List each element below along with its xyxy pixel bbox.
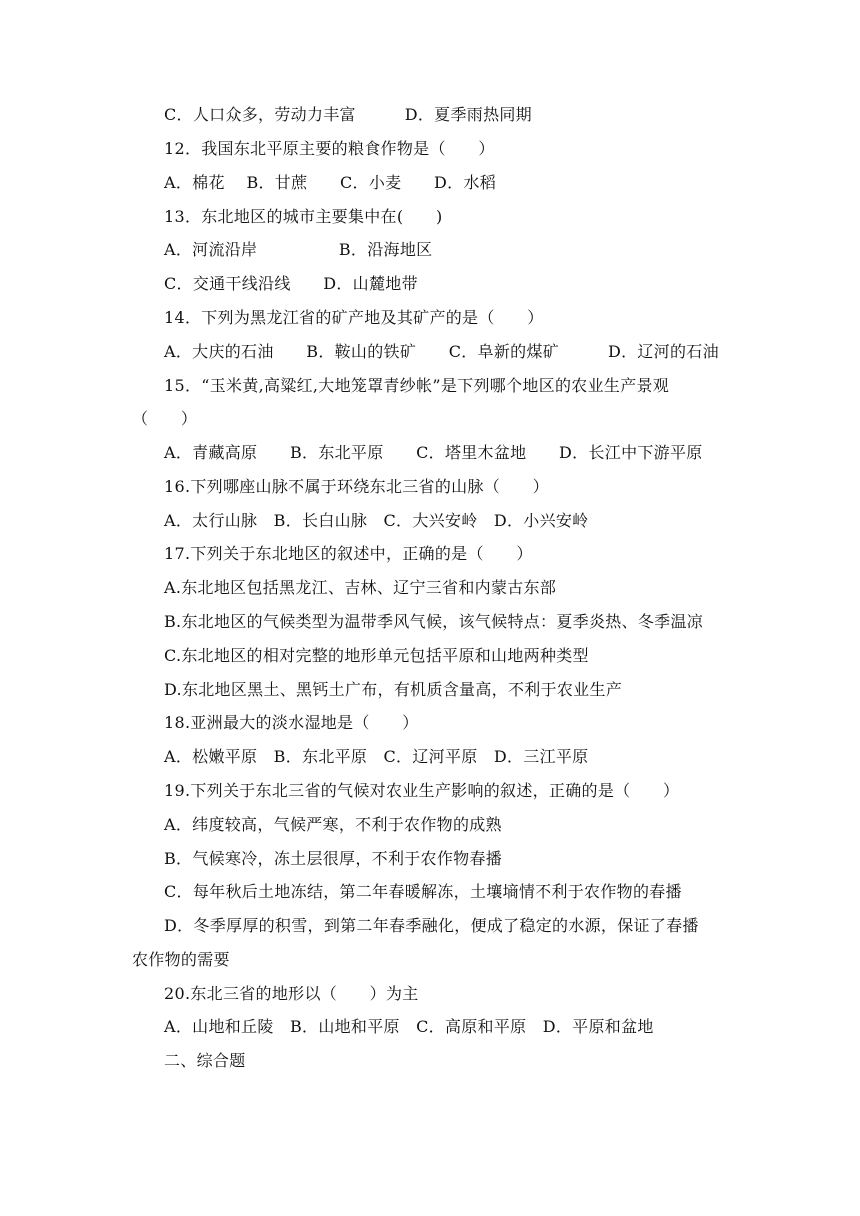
q14-stem: 14．下列为黑龙江省的矿产地及其矿产的是（ ） xyxy=(164,308,544,327)
q15-stem: 15．“玉米黄,高粱红,大地笼罩青纱帐”是下列哪个地区的农业生产景观 xyxy=(164,376,670,395)
q17-option-d: D.东北地区黑土、黑钙土广布，有机质含量高，不利于农业生产 xyxy=(164,680,623,699)
q19-option-b: B．气候寒冷，冻土层很厚，不利于农作物春播 xyxy=(164,849,503,868)
q19-option-c: C．每年秋后土地冻结，第二年春暖解冻，土壤墒情不利于农作物的春播 xyxy=(164,882,682,901)
q19-option-a: A．纬度较高，气候严寒，不利于农作物的成熟 xyxy=(164,815,502,834)
q14-options: A．大庆的石油 B．鞍山的铁矿 C．阜新的煤矿 D．辽河的石油 xyxy=(164,342,719,361)
q16-stem: 16.下列哪座山脉不属于环绕东北三省的山脉（ ） xyxy=(164,477,549,496)
q19-option-d-continued: 农作物的需要 xyxy=(132,950,230,969)
q17-stem: 17.下列关于东北地区的叙述中，正确的是（ ） xyxy=(164,544,533,563)
section-heading-comprehensive: 二、综合题 xyxy=(164,1051,246,1070)
q20-options: A．山地和丘陵 B．山地和平原 C．高原和平原 D．平原和盆地 xyxy=(164,1017,654,1036)
q15-stem-continued: （ ） xyxy=(132,409,198,428)
q15-options: A．青藏高原 B．东北平原 C．塔里木盆地 D．长江中下游平原 xyxy=(164,443,703,462)
q16-options: A．太行山脉 B．长白山脉 C．大兴安岭 D．小兴安岭 xyxy=(164,511,589,530)
q13-options-c-d: C．交通干线沿线 D．山麓地带 xyxy=(164,274,418,293)
q12-options: A．棉花 B．甘蔗 C．小麦 D．水稻 xyxy=(164,173,497,192)
q17-option-a: A.东北地区包括黑龙江、吉林、辽宁三省和内蒙古东部 xyxy=(164,578,557,597)
q19-stem: 19.下列关于东北三省的气候对农业生产影响的叙述，正确的是（ ） xyxy=(164,781,680,800)
q18-options: A．松嫩平原 B．东北平原 C．辽河平原 D．三江平原 xyxy=(164,747,589,766)
q11-option-c-d: C．人口众多，劳动力丰富 D．夏季雨热同期 xyxy=(164,105,532,124)
q17-option-c: C.东北地区的相对完整的地形单元包括平原和山地两种类型 xyxy=(164,646,589,665)
q19-option-d: D．冬季厚厚的积雪，到第二年春季融化，便成了稳定的水源，保证了春播 xyxy=(164,916,699,935)
q20-stem: 20.东北三省的地形以（ ）为主 xyxy=(164,984,419,1003)
q13-options-a-b: A．河流沿岸 B．沿海地区 xyxy=(164,240,433,259)
q12-stem: 12．我国东北平原主要的粮食作物是（ ） xyxy=(164,139,495,158)
q13-stem: 13．东北地区的城市主要集中在( ) xyxy=(164,207,443,226)
q17-option-b: B.东北地区的气候类型为温带季风气候，该气候特点：夏季炎热、冬季温凉 xyxy=(164,612,704,631)
q18-stem: 18.亚洲最大的淡水湿地是（ ） xyxy=(164,713,419,732)
